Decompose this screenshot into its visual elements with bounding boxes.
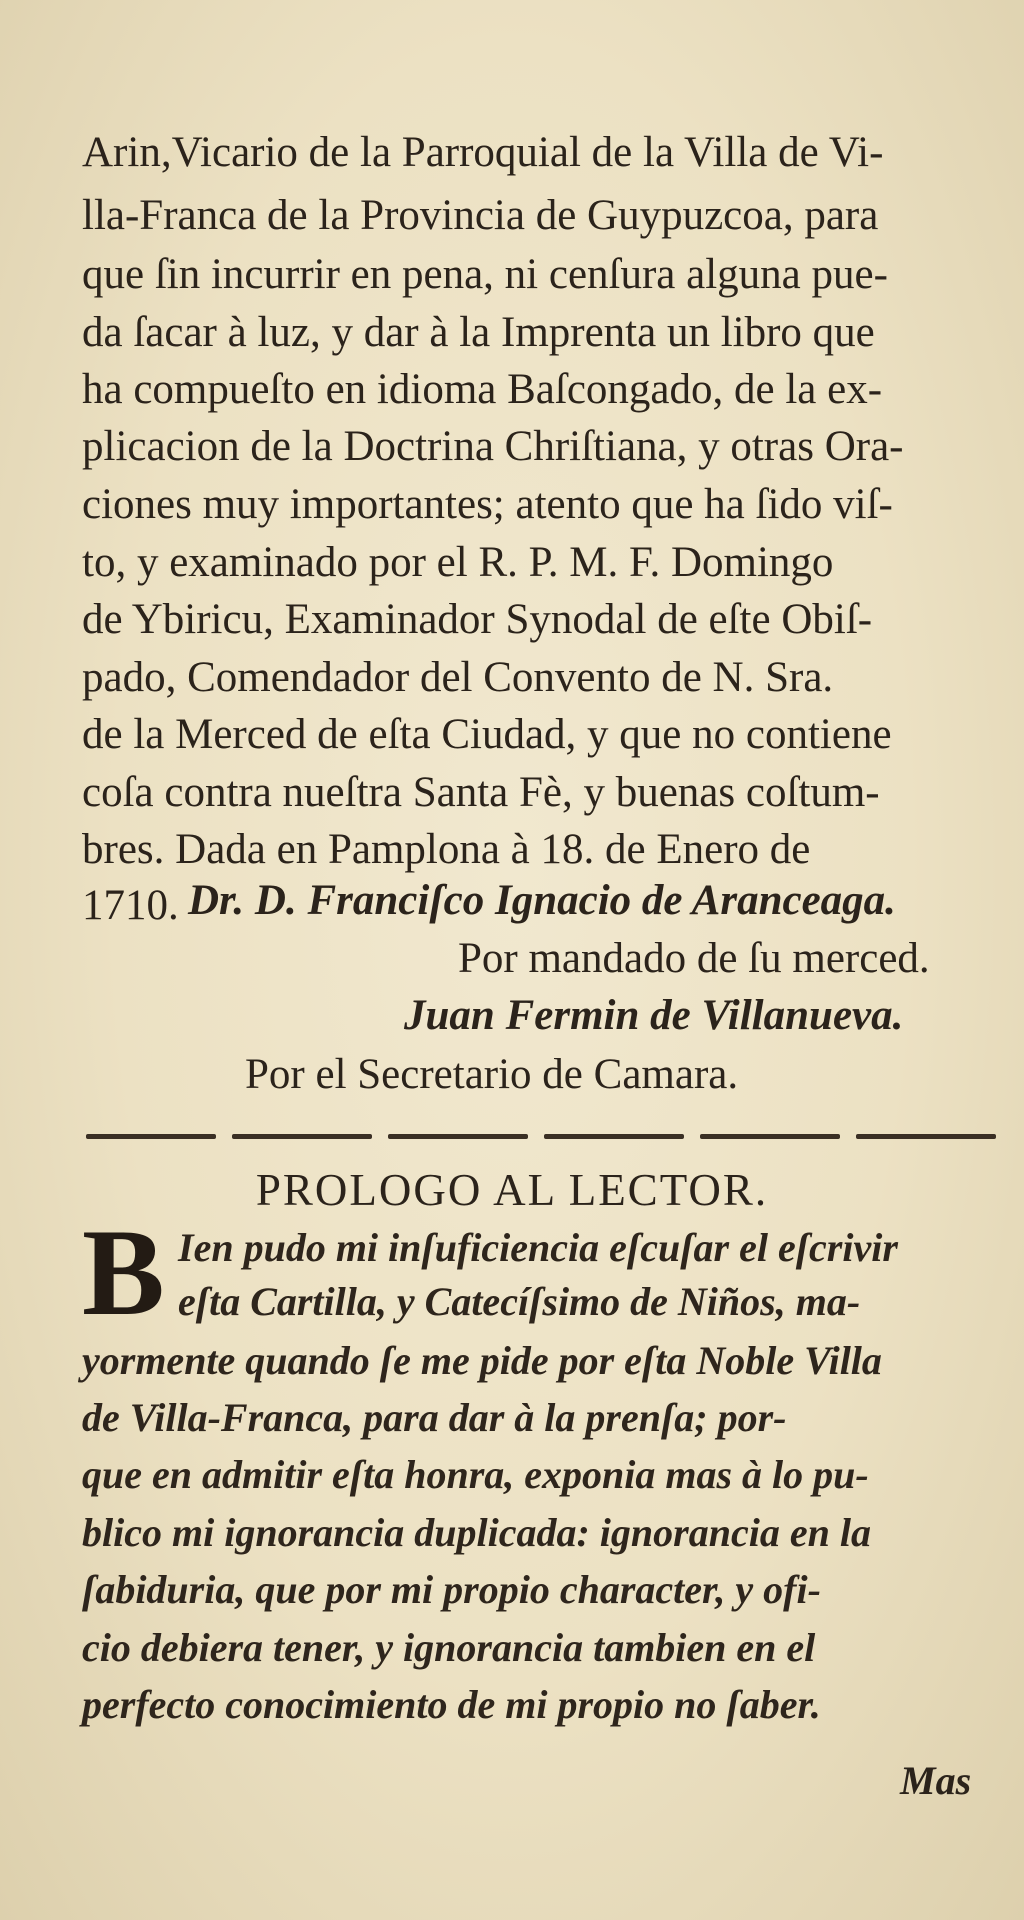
prologue-heading: PROLOGO AL LECTOR.: [255, 1165, 769, 1215]
order-line: Por mandado de ſu merced.: [458, 935, 930, 982]
license-line: 1710.: [82, 882, 179, 929]
prologue-line: Ien pudo mi inſuficiencia eſcuſar el eſcrivir: [178, 1225, 898, 1270]
license-line: Arin,Vicario de la Parroquial de la Villa de Vi-: [82, 129, 884, 176]
secretary-line: Por el Secretario de Camara.: [245, 1051, 739, 1098]
license-line: que ſin incurrir en pena, ni cenſura alguna pue-: [82, 251, 888, 298]
prologue-line: que en admitir eſta honra, exponia mas à lo pu-: [82, 1452, 869, 1497]
license-line: plicacion de la Doctrina Chriſtiana, y otras Ora-: [82, 423, 904, 470]
prologue-line: eſta Cartilla, y Catecíſsimo de Niños, ma-: [178, 1279, 861, 1324]
license-line: lla-Franca de la Provincia de Guypuzcoa, para: [82, 192, 879, 239]
prologue-line: blico mi ignorancia duplicada: ignorancia en la: [82, 1510, 871, 1555]
prologue-line: yormente quando ſe me pide por eſta Noble Villa: [82, 1338, 882, 1383]
prologue-line: cio debiera tener, y ignorancia tambien en el: [82, 1625, 816, 1670]
prologue-line: de Villa-Franca, para dar à la prenſa; por-: [82, 1395, 787, 1440]
prologue-line: ſabiduria, que por mi propio character, y ofi-: [82, 1567, 821, 1612]
license-line: da ſacar à luz, y dar à la Imprenta un libro que: [82, 309, 875, 356]
license-line: ciones muy importantes; atento que ha ſido viſ-: [82, 481, 893, 528]
drop-cap: B: [82, 1204, 165, 1341]
notary-name: Juan Fermin de Villanueva.: [404, 992, 904, 1039]
prologue-line: perfecto conocimiento de mi propio no ſaber.: [82, 1682, 821, 1727]
license-line: de Ybiricu, Examinador Synodal de eſte Obiſ-: [82, 596, 873, 643]
license-line: ha compueſto en idioma Baſcongado, de la ex-: [82, 366, 883, 413]
section-divider: [86, 1133, 996, 1139]
signer-name: Dr. D. Franciſco Ignacio de Aranceaga.: [188, 877, 896, 924]
license-line: de la Merced de eſta Ciudad, y que no contiene: [82, 711, 892, 758]
license-line: to, y examinado por el R. P. M. F. Domingo: [82, 539, 834, 586]
catchword: Mas: [900, 1758, 972, 1803]
license-line: pado, Comendador del Convento de N. Sra.: [82, 654, 834, 701]
license-line: coſa contra nueſtra Santa Fè, y buenas coſtum-: [82, 769, 880, 816]
license-line: bres. Dada en Pamplona à 18. de Enero de: [82, 826, 811, 873]
